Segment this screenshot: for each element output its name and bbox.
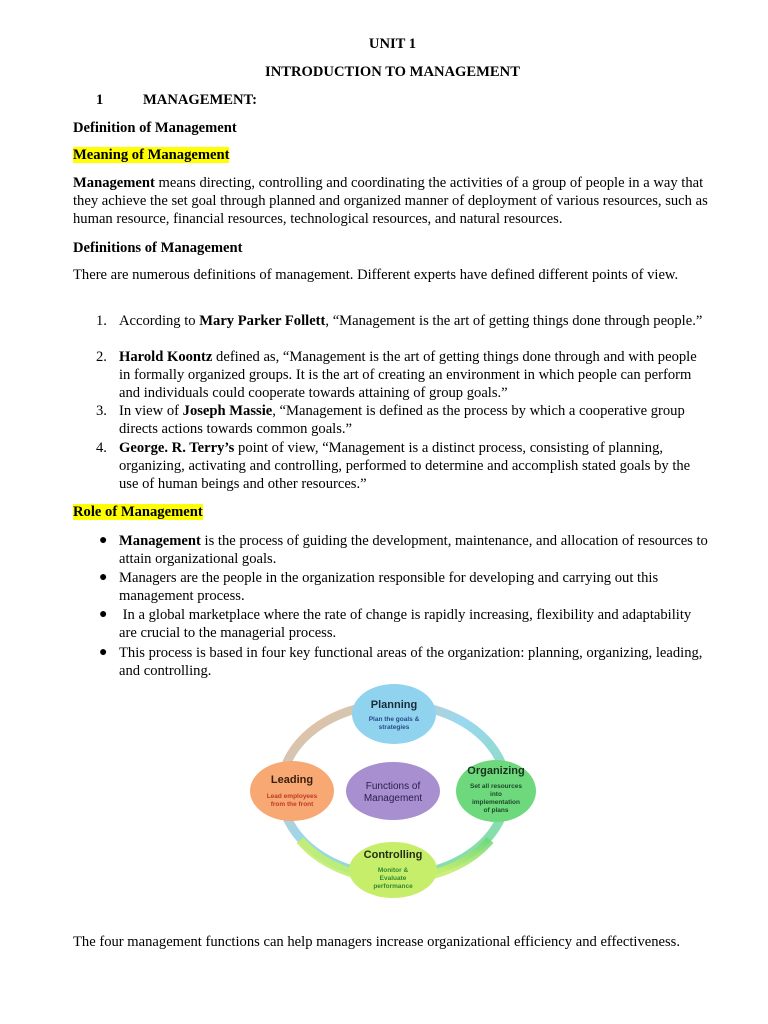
planning-node xyxy=(352,684,436,744)
functions-diagram xyxy=(240,680,550,900)
list-pre: According to xyxy=(119,313,200,329)
bullet-icon: ● xyxy=(99,533,108,548)
bullet-body: In a global marketplace where the rate of change is rapidly increasing, flexibility and adaptability are crucial to the managerial process. xyxy=(119,607,695,641)
list-post: defined as, “Management is the art of getting things done through and with people in formally organized groups. It is the art of creating an environment in which people can perform and individuals could cooperate towards attaining of group goals.” xyxy=(119,349,697,401)
controlling-desc-2: Evaluate xyxy=(379,875,407,882)
meaning-body: means directing, controlling and coordinating the activities of a group of people in a way that they achieve the set goal through planned and organized manner of deployment of various resources, such as human resource, financial resources, technological resources, and natural resources. xyxy=(73,175,708,227)
list-text xyxy=(119,348,709,402)
meaning-heading-text: Meaning of Management xyxy=(73,147,230,163)
organizing-desc-4: of plans xyxy=(483,807,509,814)
section-number: 1 xyxy=(96,92,104,108)
bullet-body: is the process of guiding the development, maintenance, and allocation of resources to attain organizational goals. xyxy=(119,533,708,567)
author-name: Harold Koontz xyxy=(119,349,213,365)
unit-heading: UNIT 1 xyxy=(368,36,417,52)
section-title: MANAGEMENT: xyxy=(143,92,258,108)
organizing-desc-2: into xyxy=(490,791,502,798)
list-post: , “Management is the art of getting things done through people.” xyxy=(325,313,703,329)
author-name: Mary Parker Follett xyxy=(199,313,326,329)
controlling-desc-3: performance xyxy=(373,883,413,890)
page-title: INTRODUCTION TO MANAGEMENT xyxy=(265,64,520,80)
bullet-body: Managers are the people in the organization responsible for developing and carrying out this management process. xyxy=(119,570,659,604)
role-heading-text: Role of Management xyxy=(73,504,203,520)
list-post: , “Management is defined as the process by which a cooperative group directs actions towards common goals.” xyxy=(119,403,685,437)
list-pre: In view of xyxy=(119,403,183,419)
list-text xyxy=(119,402,709,438)
planning-desc-2: strategies xyxy=(378,724,410,731)
center-label-line2: Management xyxy=(363,793,423,804)
list-text xyxy=(119,439,709,493)
list-number: 4. xyxy=(96,440,107,456)
bullet-lead: Management xyxy=(119,533,201,549)
planning-desc-1: Plan the goals & xyxy=(368,716,420,723)
bullet-body: This process is based in four key functional areas of the organization: planning, organizing, leading, and controlling. xyxy=(119,645,703,679)
meaning-heading xyxy=(73,146,229,164)
leading-desc-1: Lead employees xyxy=(266,793,318,800)
list-post: point of view, “Management is a distinct process, consisting of planning, organizing, activating and controlling, performed to determine and accomplish stated goals by the use of human beings and other resources.” xyxy=(119,440,691,492)
controlling-desc-1: Monitor & xyxy=(377,867,409,874)
meaning-lead: Management xyxy=(73,175,155,191)
closing-paragraph: The four management functions can help managers increase organizational efficiency and effectiveness. xyxy=(73,934,681,950)
bullet-text xyxy=(119,606,711,642)
organizing-title: Organizing xyxy=(467,765,525,777)
bullet-icon: ● xyxy=(99,645,108,660)
bullet-text xyxy=(119,532,711,568)
planning-title: Planning xyxy=(370,699,418,711)
bullet-icon: ● xyxy=(99,607,108,622)
list-number: 1. xyxy=(96,313,107,329)
leading-desc-2: from the front xyxy=(270,801,314,808)
controlling-title: Controlling xyxy=(363,849,423,861)
meaning-paragraph xyxy=(73,174,713,228)
list-number: 2. xyxy=(96,349,107,365)
bullet-icon: ● xyxy=(99,570,108,585)
bullet-text xyxy=(119,569,711,605)
list-number: 3. xyxy=(96,403,107,419)
definitions-intro: There are numerous definitions of management. Different experts have defined different points of view. xyxy=(73,267,679,283)
organizing-desc-3: implementation xyxy=(471,799,521,806)
leading-node xyxy=(250,761,334,821)
bullet-text xyxy=(119,644,711,680)
definition-heading: Definition of Management xyxy=(73,120,237,136)
role-heading xyxy=(73,503,203,521)
list-text xyxy=(119,312,709,330)
leading-title: Leading xyxy=(270,774,314,786)
author-name: George. R. Terry’s xyxy=(119,440,235,456)
definitions-heading: Definitions of Management xyxy=(73,240,243,256)
center-label-line1: Functions of xyxy=(365,781,421,792)
organizing-desc-1: Set all resources xyxy=(469,783,523,790)
author-name: Joseph Massie xyxy=(182,403,273,419)
